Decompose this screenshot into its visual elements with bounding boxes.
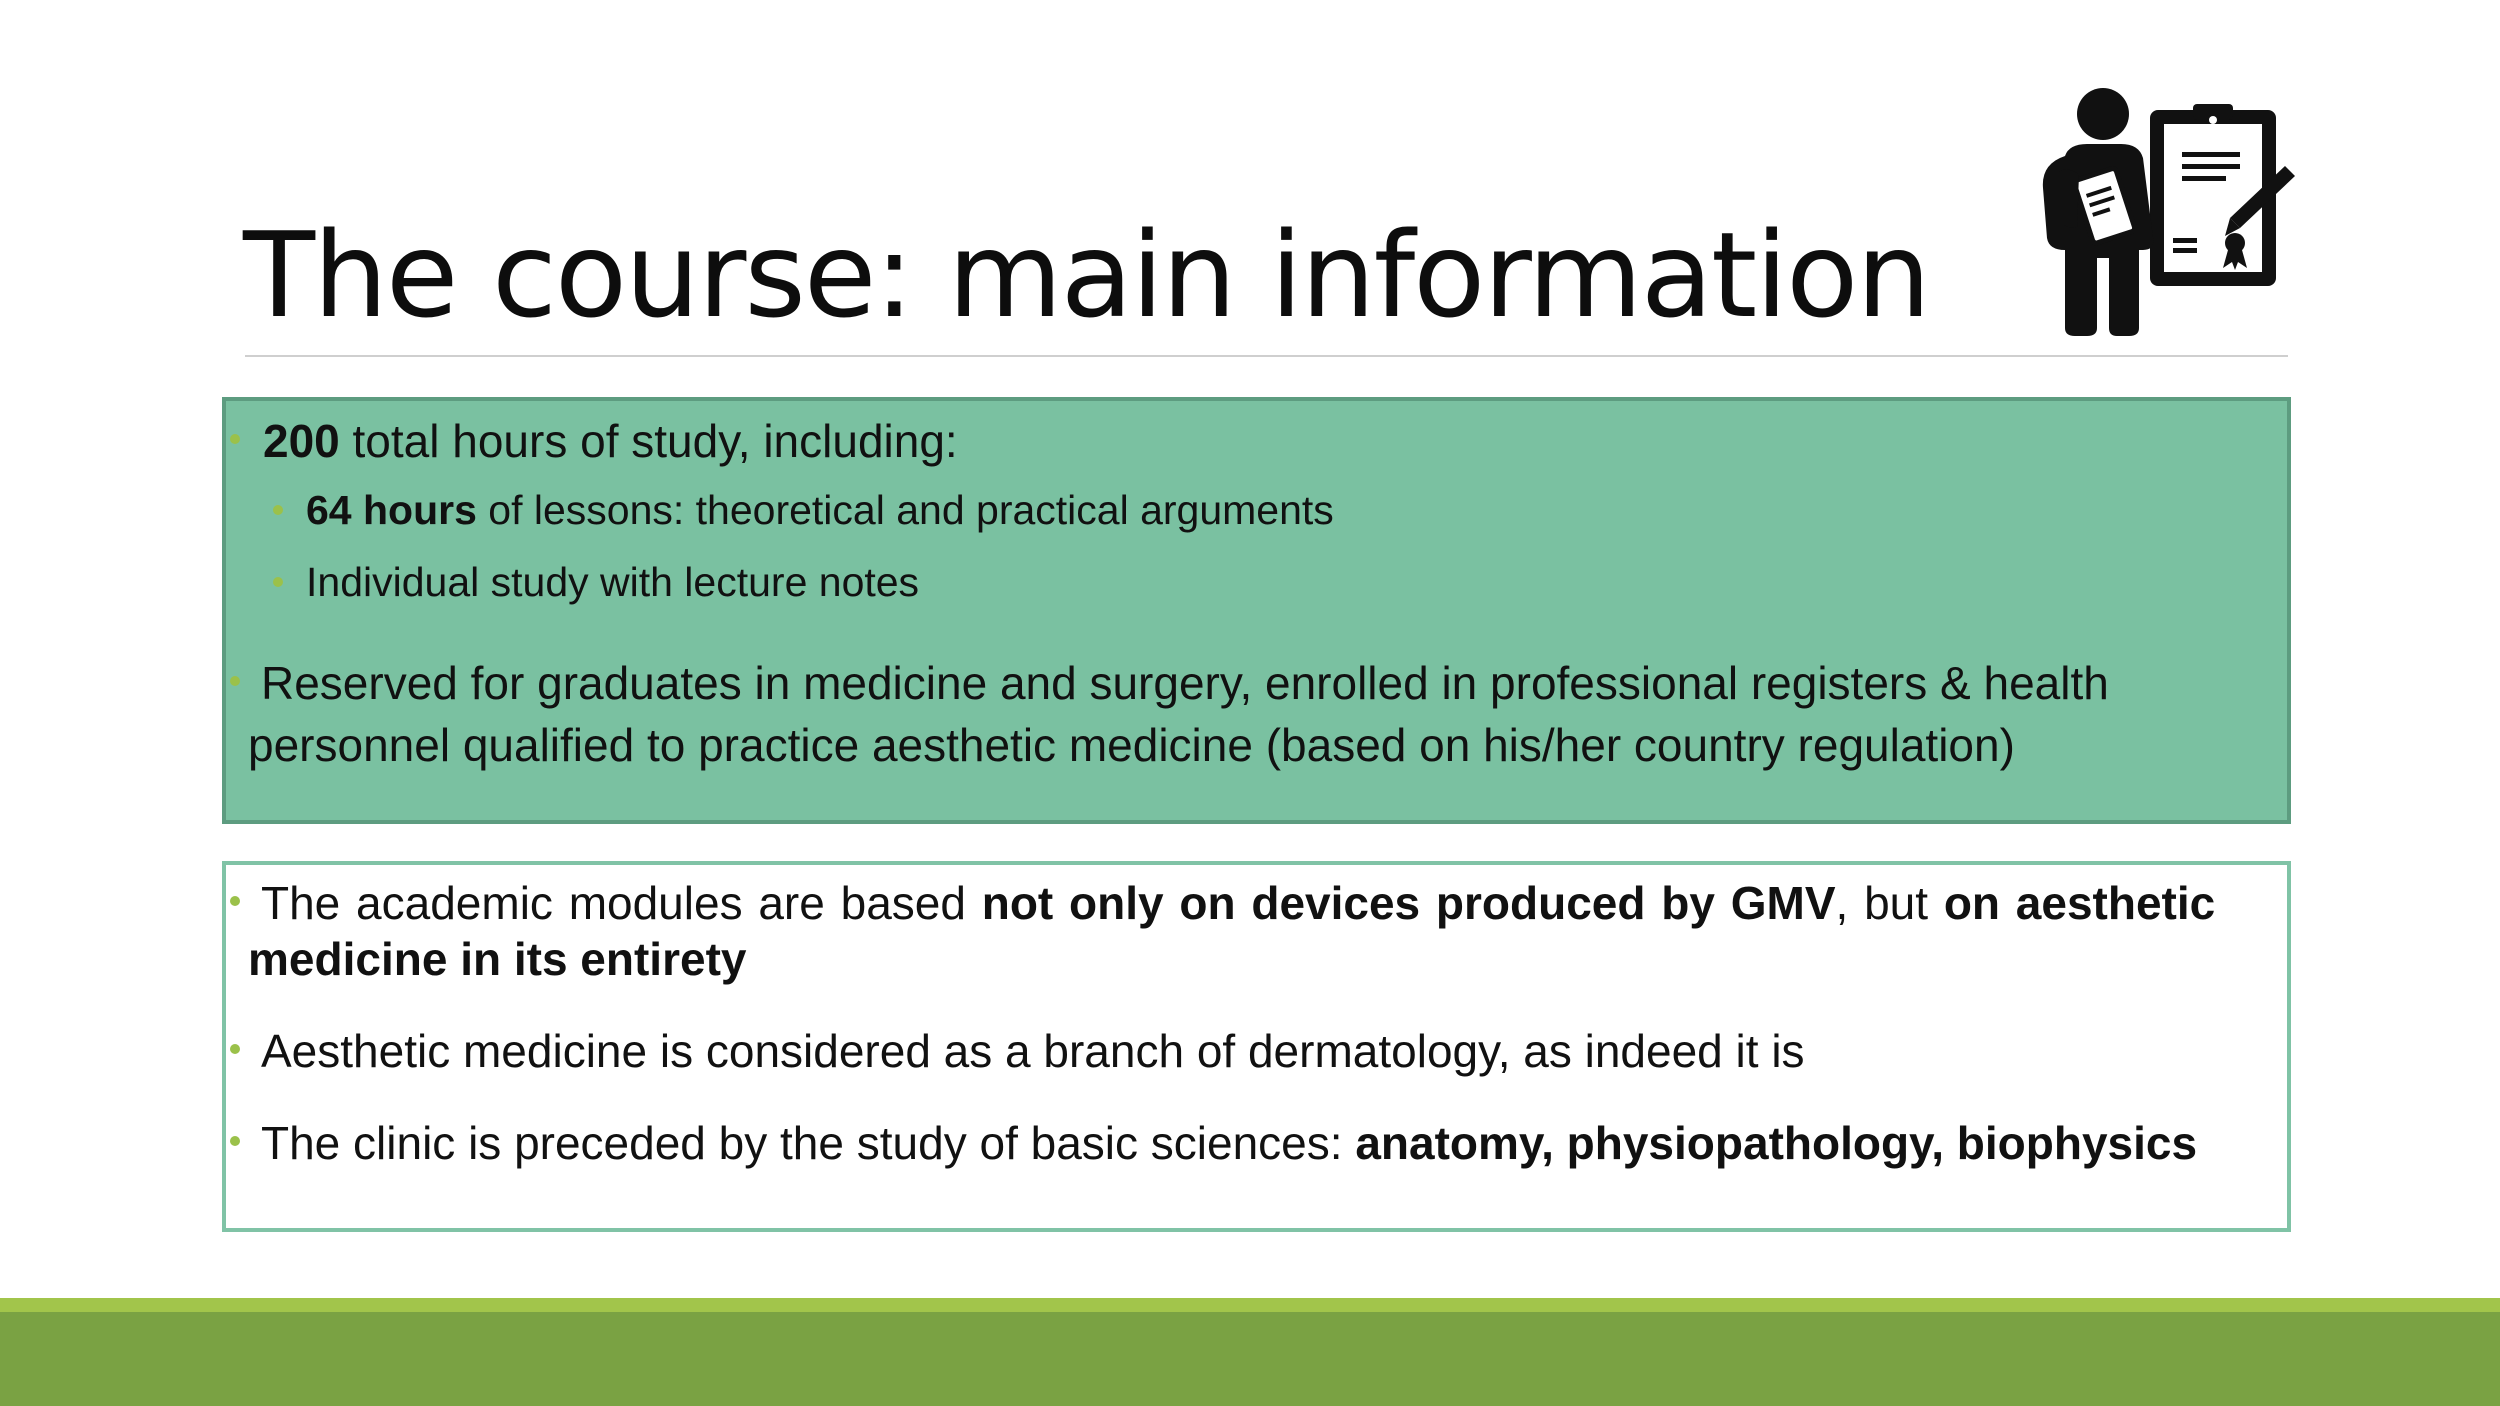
bullet-icon <box>230 896 240 906</box>
modules-line-2: medicine in its entirety <box>248 933 747 985</box>
bullet-icon <box>230 1136 240 1146</box>
footer-bar-dark <box>0 1312 2500 1406</box>
modules-text-2: , but <box>1835 877 1944 929</box>
footer-bar-light <box>0 1298 2500 1312</box>
bullet-icon <box>230 1044 240 1054</box>
bullet-icon <box>230 434 240 444</box>
modules-line-1 <box>261 873 2215 933</box>
academic-modules-box <box>222 861 2291 1232</box>
dermatology-item: Aesthetic medicine is considered as a branch of dermatology, as indeed it is <box>261 1025 1805 1077</box>
total-hours-item <box>263 411 958 471</box>
total-hours-text: total hours of study, including: <box>339 415 958 467</box>
modules-text-1: The academic modules are based <box>261 877 982 929</box>
bullet-icon <box>230 676 240 686</box>
modules-bold-2: on aesthetic <box>1943 877 2216 929</box>
basic-sciences-list: anatomy, physiopathology, biophysics <box>1355 1117 2198 1169</box>
student-with-certificate-icon <box>2035 78 2295 338</box>
lessons-hours-text: of lessons: theoretical and practical arguments <box>476 487 1334 533</box>
bullet-icon <box>273 505 283 515</box>
modules-bold-1: not only on devices produced by GMV <box>981 877 1836 929</box>
study-hours-box <box>222 397 2291 824</box>
individual-study-item: Individual study with lecture notes <box>306 559 920 605</box>
total-hours-value: 200 <box>263 415 340 467</box>
slide-title: The course: main information <box>243 206 1930 344</box>
basic-sciences-text: The clinic is preceded by the study of basic sciences: <box>261 1117 1356 1169</box>
reserved-for-line-2: personnel qualified to practice aesthetic medicine (based on his/her country regulation) <box>248 719 2015 771</box>
title-divider <box>245 355 2288 357</box>
basic-sciences-item <box>261 1113 2197 1173</box>
lessons-hours-value: 64 hours <box>306 487 477 533</box>
bullet-icon <box>273 577 283 587</box>
lessons-hours-item <box>306 483 1334 537</box>
reserved-for-line-1: Reserved for graduates in medicine and surgery, enrolled in professional registers & health <box>261 657 2109 709</box>
